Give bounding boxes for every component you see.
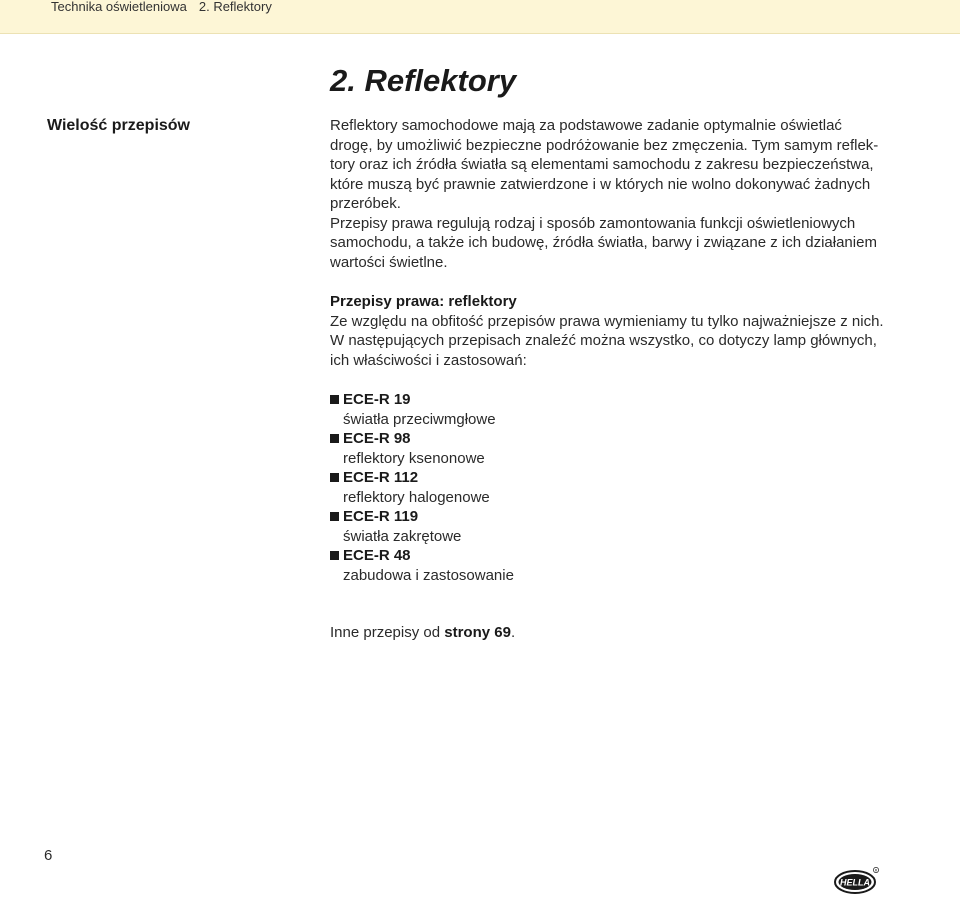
hella-logo-icon (834, 866, 880, 894)
bullet-square-icon (330, 473, 339, 482)
breadcrumb (51, 0, 272, 13)
intro-line: wartości świetlne. (330, 253, 448, 271)
list-item (330, 468, 900, 507)
list-item (330, 429, 900, 468)
intro-line: Przepisy prawa regulują rodzaj i sposób zamontowania funkcji oświetleniowych (330, 214, 856, 232)
intro-line: tory oraz ich źródła światła są elementami samochodu z zakresu bezpieczeństwa, (330, 156, 874, 173)
regulation-code-text: ECE-R 98 (343, 430, 411, 447)
section-line: Ze względu na obfitość przepisów prawa wymieniamy tu tylko najważniejsze z nich. (330, 312, 884, 330)
intro-paragraph (330, 116, 900, 272)
regulation-list (330, 390, 900, 585)
regulation-code (330, 468, 900, 488)
section-heading: Przepisy prawa: reflektory (330, 293, 517, 310)
regulation-description: reflektory halogenowe (343, 488, 490, 506)
bullet-square-icon (330, 551, 339, 560)
regulation-code (330, 429, 900, 449)
regulation-description: reflektory ksenonowe (343, 449, 485, 467)
breadcrumb-chapter: 2. Reflektory (198, 0, 272, 14)
section-line: W następujących przepisach znaleźć można wszystko, co dotyczy lamp głównych, (330, 332, 877, 349)
intro-line: samochodu, a także ich budowę, źródła światła, barwy i związane z ich działaniem (330, 234, 877, 251)
regulation-code (330, 546, 900, 566)
regulation-code-text: ECE-R 119 (343, 508, 419, 525)
main-body (330, 116, 900, 643)
footer-note-prefix: Inne przepisy od (330, 624, 445, 641)
regulation-code (330, 390, 900, 410)
regulation-description: zabudowa i zastosowanie (343, 566, 514, 584)
list-item (330, 507, 900, 546)
regulation-description: światła zakrętowe (343, 527, 462, 545)
footer-note (330, 623, 900, 643)
list-item (330, 546, 900, 585)
breadcrumb-section: Technika oświetleniowa (51, 0, 187, 14)
intro-line: drogę, by umożliwić bezpieczne podróżowanie bez zmęczenia. Tym samym reflek- (330, 136, 879, 154)
side-heading: Wielość przepisów (47, 117, 190, 134)
regulation-code (330, 507, 900, 527)
bullet-square-icon (330, 512, 339, 521)
regulation-code-text: ECE-R 19 (343, 391, 411, 408)
footer-note-page-ref: strony 69 (444, 624, 511, 641)
header-band (0, 0, 960, 34)
regulation-description: światła przeciwmgłowe (343, 410, 496, 428)
regulation-code-text: ECE-R 48 (343, 547, 411, 564)
bullet-square-icon (330, 434, 339, 443)
page-number: 6 (44, 847, 53, 864)
logo-text: HELLA (840, 877, 870, 888)
section-line: ich właściwości i zastosowań: (330, 351, 527, 369)
footer-note-suffix: . (510, 624, 516, 641)
intro-line: Reflektory samochodowe mają za podstawowe zadanie optymalnie oświetlać (330, 117, 842, 134)
page-title: 2. Reflektory (330, 63, 517, 98)
list-item (330, 390, 900, 429)
svg-text:R: R (874, 868, 878, 873)
section-paragraph (330, 312, 900, 371)
regulation-code-text: ECE-R 112 (343, 469, 419, 486)
bullet-square-icon (330, 395, 339, 404)
intro-line: przeróbek. (330, 195, 401, 212)
intro-line: które muszą być prawnie zatwierdzone i w których nie wolno dokonywać żadnych (330, 175, 871, 193)
